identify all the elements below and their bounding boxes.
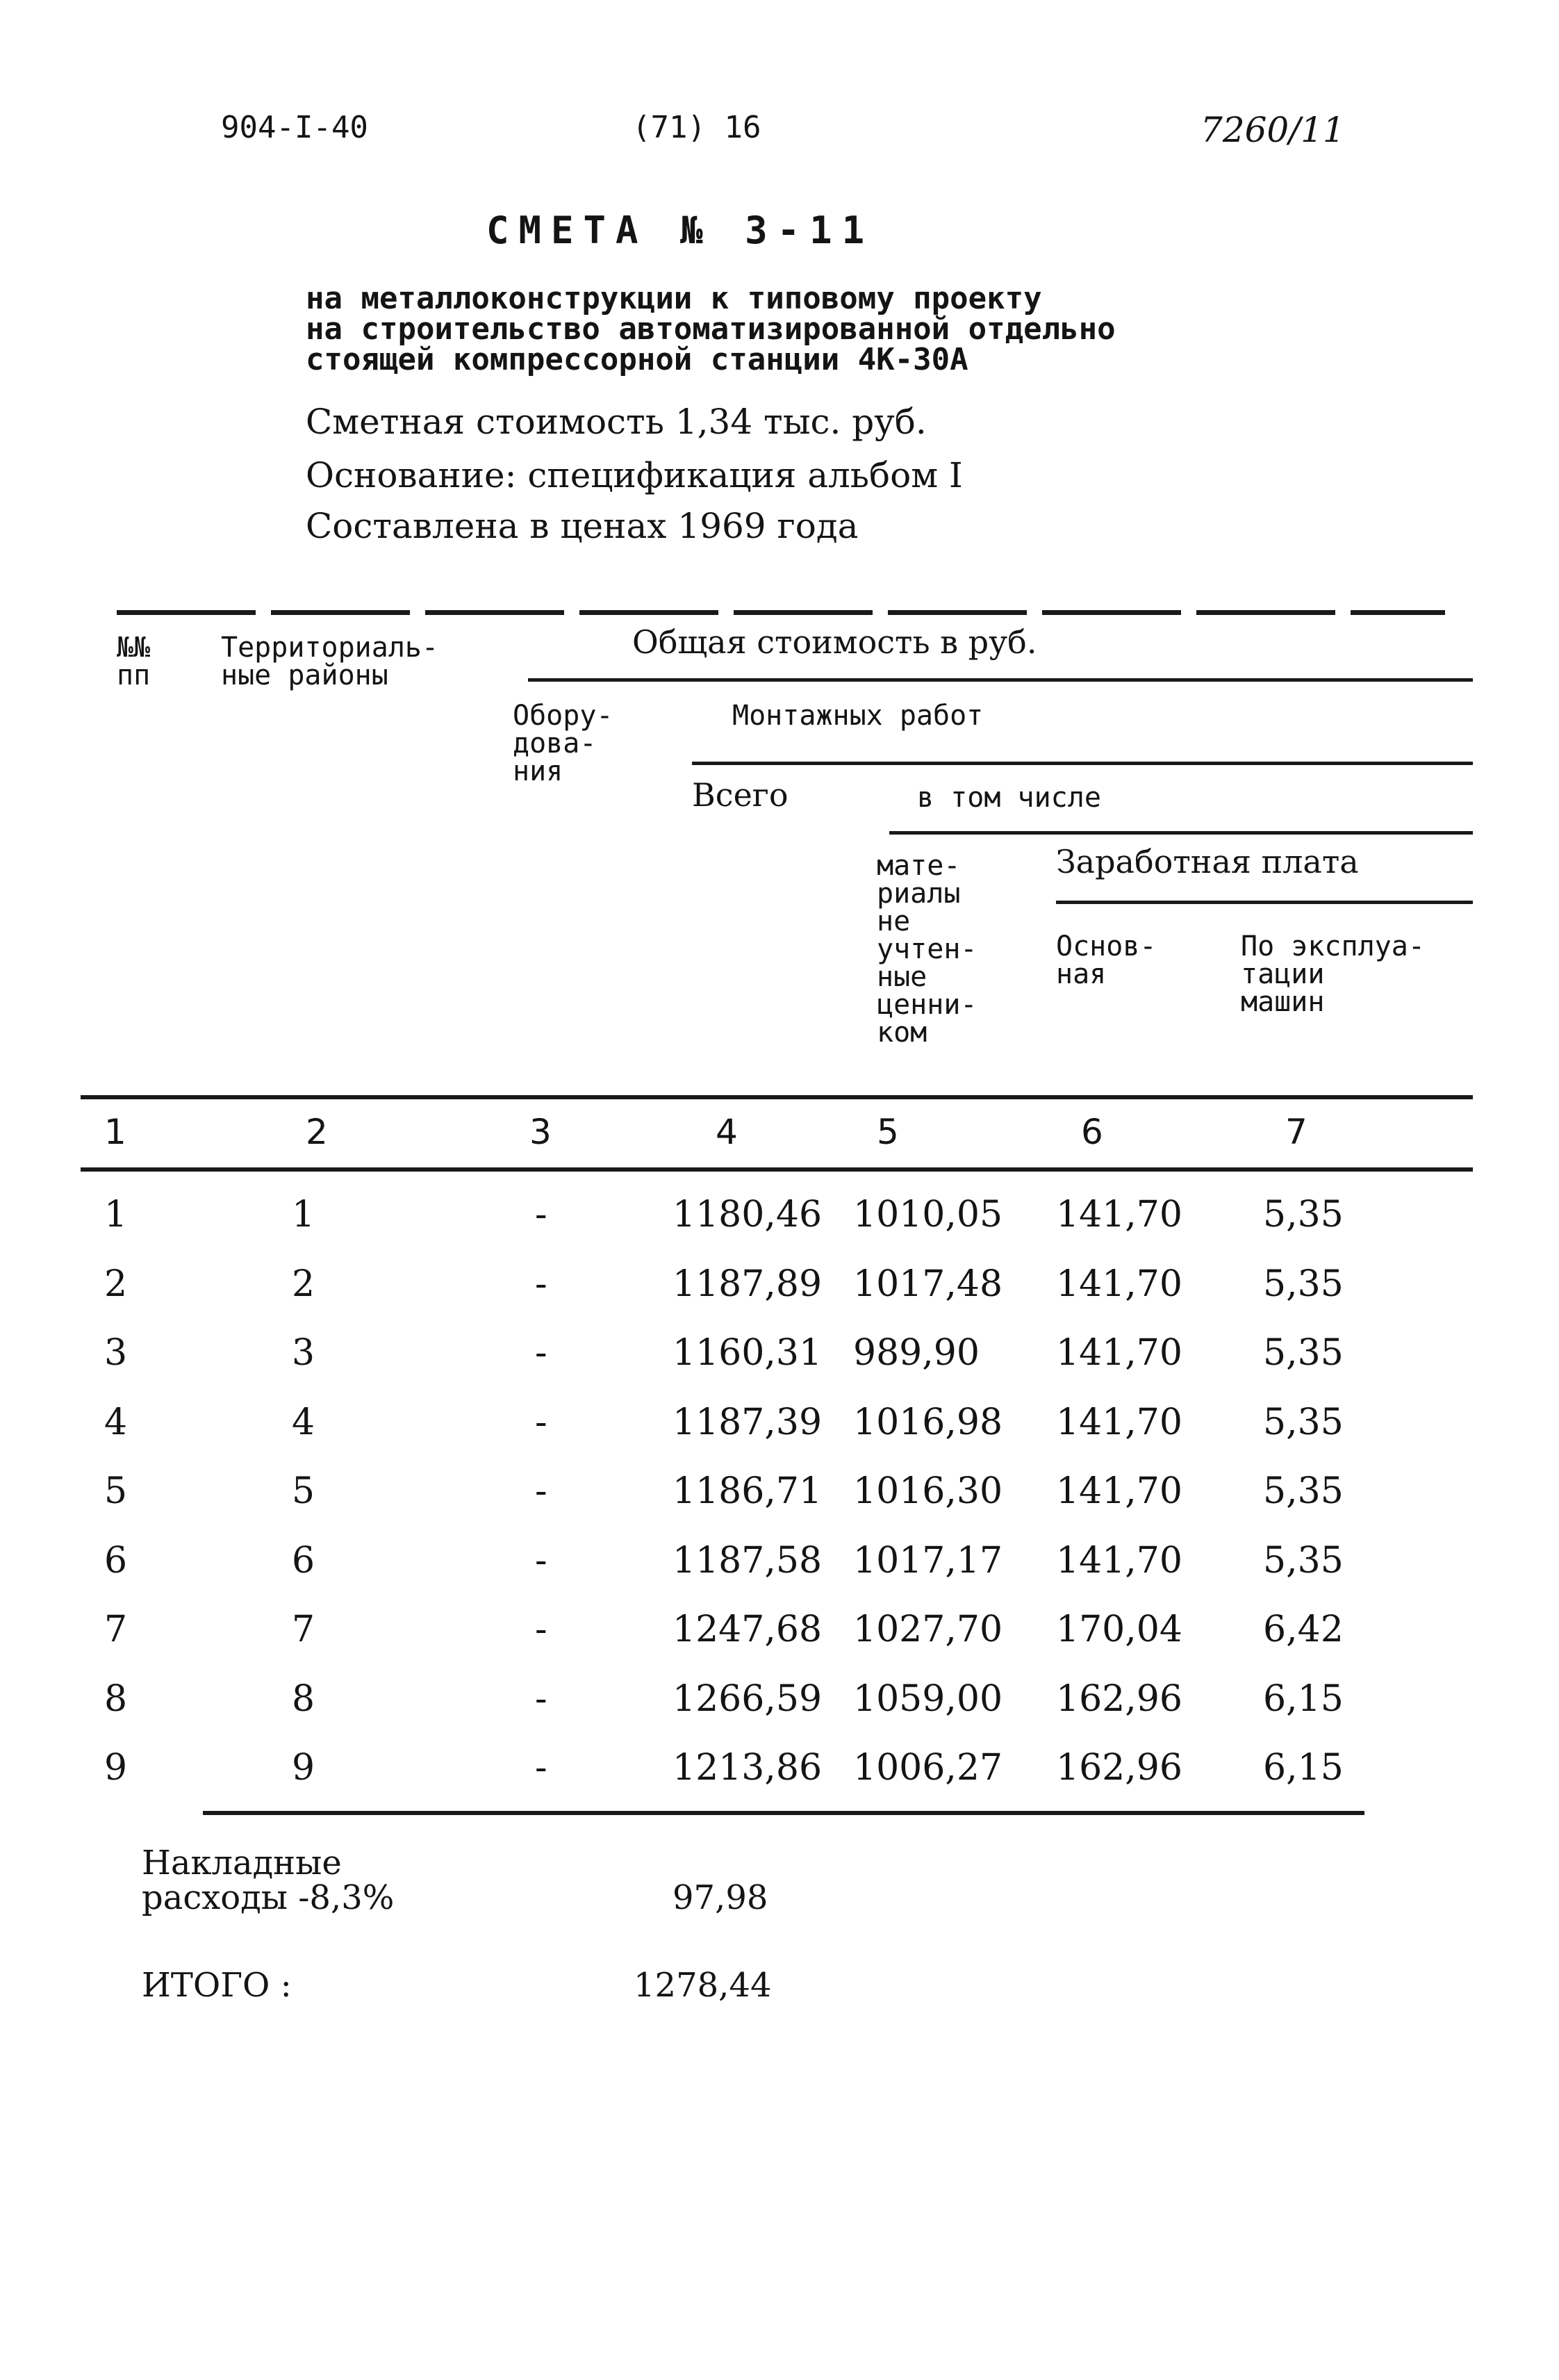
col-header-district: Территориаль- ные районы bbox=[221, 632, 439, 691]
table-bottom-rule bbox=[203, 1811, 1364, 1815]
table-cell: 141,70 bbox=[1056, 1401, 1182, 1443]
table-cell: 6,42 bbox=[1263, 1609, 1344, 1650]
table-cell: 6,15 bbox=[1263, 1677, 1344, 1720]
table-cell: 6,15 bbox=[1263, 1747, 1344, 1789]
header-rule bbox=[528, 678, 1473, 682]
table-cell: 1180,46 bbox=[673, 1194, 823, 1236]
table-cell: 1006,27 bbox=[853, 1747, 1003, 1789]
table-cell: 5,35 bbox=[1263, 1539, 1344, 1582]
page-number: (71) 16 bbox=[632, 110, 761, 145]
table-cell: 141,70 bbox=[1056, 1332, 1182, 1374]
table-cell: 8 bbox=[104, 1677, 128, 1720]
subtitle-line: стоящей компрессорной станции 4К-30А bbox=[306, 342, 968, 377]
table-cell: - bbox=[535, 1401, 547, 1443]
table-cell: 1187,89 bbox=[673, 1263, 823, 1305]
table-cell: 5,35 bbox=[1263, 1263, 1344, 1305]
table-cell: 3 bbox=[292, 1332, 315, 1374]
table-cell: 170,04 bbox=[1056, 1609, 1182, 1650]
subtitle-line: на строительство автоматизированной отдельно bbox=[306, 311, 1116, 347]
table-cell: 1266,59 bbox=[673, 1677, 823, 1720]
table-cell: 1017,48 bbox=[853, 1263, 1003, 1305]
page-title: СМЕТА № 3-11 bbox=[486, 208, 875, 252]
table-cell: 1187,58 bbox=[673, 1539, 823, 1582]
table-cell: 7 bbox=[104, 1609, 128, 1650]
table-cell: 1160,31 bbox=[673, 1332, 823, 1374]
table-cell: 5,35 bbox=[1263, 1194, 1344, 1236]
table-cell: 1186,71 bbox=[673, 1470, 823, 1512]
table-cell: 1247,68 bbox=[673, 1609, 823, 1650]
table-cell: 4 bbox=[292, 1401, 315, 1443]
column-number: 1 bbox=[104, 1112, 126, 1152]
table-cell: 4 bbox=[104, 1401, 128, 1443]
table-cell: 6 bbox=[292, 1539, 315, 1582]
table-cell: 1187,39 bbox=[673, 1401, 823, 1443]
estimated-cost: Сметная стоимость 1,34 тыс. руб. bbox=[306, 402, 927, 442]
column-number: 6 bbox=[1081, 1112, 1103, 1152]
table-cell: 1016,98 bbox=[853, 1401, 1003, 1443]
table-cell: 1016,30 bbox=[853, 1470, 1003, 1512]
table-cell: - bbox=[535, 1539, 547, 1582]
table-cell: 7 bbox=[292, 1609, 315, 1650]
basis: Основание: спецификация альбом I bbox=[306, 455, 963, 495]
column-number: 5 bbox=[877, 1112, 899, 1152]
table-cell: 5 bbox=[104, 1470, 128, 1512]
col-header-materials: мате- риалы не учтен- ные ценни- ком bbox=[877, 850, 978, 1049]
table-cell: 5,35 bbox=[1263, 1332, 1344, 1374]
inventory-number: 7260/11 bbox=[1201, 110, 1345, 150]
table-cell: 1010,05 bbox=[853, 1194, 1003, 1236]
table-cell: 3 bbox=[104, 1332, 128, 1374]
col-header-total-cost: Общая стоимость в руб. bbox=[632, 623, 1037, 661]
table-cell: 5,35 bbox=[1263, 1401, 1344, 1443]
table-cell: 5 bbox=[292, 1470, 315, 1512]
table-cell: 1027,70 bbox=[853, 1609, 1003, 1650]
table-cell: - bbox=[535, 1194, 547, 1236]
column-number: 7 bbox=[1285, 1112, 1308, 1152]
table-cell: 5,35 bbox=[1263, 1470, 1344, 1512]
table-cell: 9 bbox=[292, 1747, 315, 1789]
total-label: ИТОГО : bbox=[142, 1966, 292, 2005]
overhead-label: Накладные расходы -8,3% bbox=[142, 1844, 395, 1917]
col-header-total: Всего bbox=[692, 776, 789, 814]
header-bottom-rule bbox=[81, 1095, 1473, 1099]
table-top-rule bbox=[117, 610, 1445, 615]
table-cell: 141,70 bbox=[1056, 1470, 1182, 1512]
table-cell: 162,96 bbox=[1056, 1677, 1182, 1720]
header-rule bbox=[1056, 901, 1473, 904]
price-level: Составлена в ценах 1969 года bbox=[306, 506, 859, 546]
table-cell: 1059,00 bbox=[853, 1677, 1003, 1720]
col-header-wages: Заработная плата bbox=[1056, 843, 1359, 880]
table-cell: 2 bbox=[104, 1263, 128, 1305]
table-cell: 6 bbox=[104, 1539, 128, 1582]
table-cell: 1 bbox=[104, 1194, 128, 1236]
table-cell: 1017,17 bbox=[853, 1539, 1003, 1582]
column-number-rule bbox=[81, 1167, 1473, 1172]
subtitle-line: на металлоконструкции к типовому проекту bbox=[306, 281, 1042, 316]
header-rule bbox=[692, 762, 1473, 765]
table-cell: 2 bbox=[292, 1263, 315, 1305]
col-header-machines: По эксплуа- тации машин bbox=[1241, 930, 1425, 1018]
column-number: 2 bbox=[306, 1112, 328, 1152]
subtitle bbox=[306, 281, 1116, 377]
col-header-equipment: Обору- дова- ния bbox=[513, 700, 613, 787]
table-cell: 9 bbox=[104, 1747, 128, 1789]
column-number: 4 bbox=[716, 1112, 738, 1152]
table-cell: 141,70 bbox=[1056, 1539, 1182, 1582]
table-cell: 8 bbox=[292, 1677, 315, 1720]
table-cell: - bbox=[535, 1470, 547, 1512]
table-cell: - bbox=[535, 1263, 547, 1305]
col-header-basic: Основ- ная bbox=[1056, 930, 1157, 990]
table-cell: 162,96 bbox=[1056, 1747, 1182, 1789]
header-rule bbox=[889, 831, 1473, 835]
table-cell: 141,70 bbox=[1056, 1194, 1182, 1236]
total-value: 1278,44 bbox=[634, 1966, 772, 2005]
column-number: 3 bbox=[529, 1112, 552, 1152]
table-cell: 1213,86 bbox=[673, 1747, 823, 1789]
table-cell: - bbox=[535, 1332, 547, 1374]
document-code: 904-I-40 bbox=[221, 110, 368, 145]
table-cell: - bbox=[535, 1677, 547, 1720]
table-cell: 989,90 bbox=[853, 1332, 980, 1374]
table-cell: 1 bbox=[292, 1194, 315, 1236]
col-header-installation: Монтажных работ bbox=[732, 700, 984, 732]
table-cell: - bbox=[535, 1609, 547, 1650]
col-header-including: в том числе bbox=[917, 782, 1101, 814]
table-cell: 141,70 bbox=[1056, 1263, 1182, 1305]
table-cell: - bbox=[535, 1747, 547, 1789]
overhead-value: 97,98 bbox=[673, 1878, 768, 1917]
col-header-number: №№ пп bbox=[117, 632, 151, 691]
